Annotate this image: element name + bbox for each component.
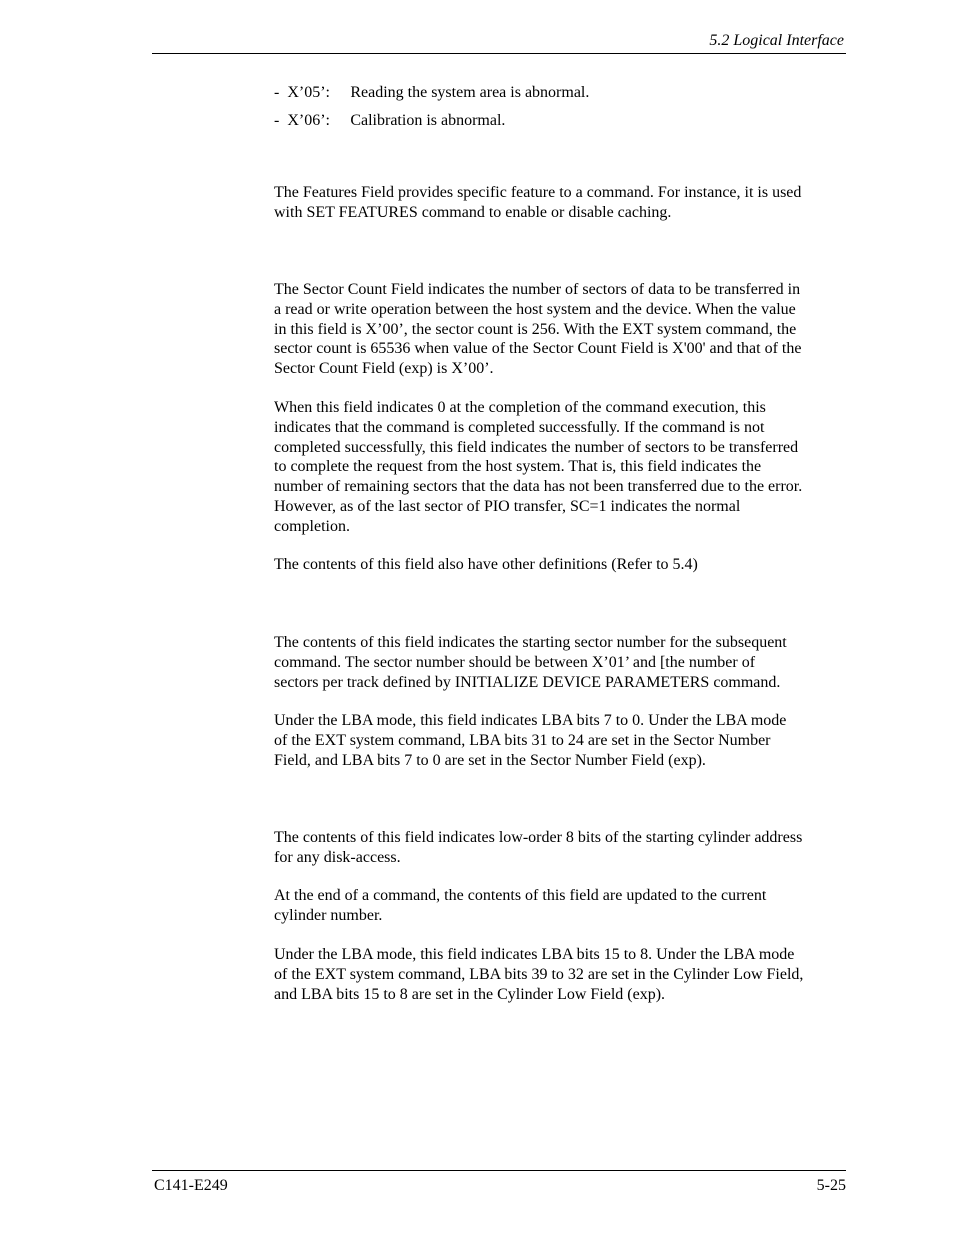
bullet-text: Reading the system area is abnormal. <box>350 84 590 101</box>
paragraph-line: The Features Field provides specific feature to a command. For instance, it is used <box>274 184 802 201</box>
paragraph-line: Field, and LBA bits 7 to 0 are set in the Sector Number Field (exp). <box>274 751 706 769</box>
paragraph-line: Under the LBA mode, this field indicates LBA bits 7 to 0. Under the LBA mode <box>274 712 787 729</box>
paragraph-cylinder-low-lba <box>274 945 846 1004</box>
paragraph-other-definitions <box>274 555 846 575</box>
paragraph-line: However, as of the last sector of PIO transfer, SC=1 indicates the normal <box>274 497 741 515</box>
paragraph-line: command. The sector number should be between X’01’ and [the number of <box>274 653 756 671</box>
paragraph-cylinder-low <box>274 828 846 868</box>
paragraph-line: and LBA bits 15 to 8 are set in the Cylinder Low Field (exp). <box>274 985 666 1003</box>
bullet-dash: - <box>274 112 280 129</box>
paragraph-line: Under the LBA mode, this field indicates LBA bits 15 to 8. Under the LBA mode <box>274 946 795 963</box>
bullet-code: X’06’: <box>287 112 330 129</box>
paragraph-line: indicates that the command is completed successfully. If the command is not <box>274 418 765 436</box>
bullet-item <box>274 111 505 131</box>
paragraph-line: The contents of this field indicates low-order 8 bits of the starting cylinder address <box>274 829 803 846</box>
paragraph-features-field <box>274 183 846 223</box>
paragraph-cylinder-update <box>274 886 846 926</box>
paragraph-sector-count-completion <box>274 398 846 537</box>
bullet-text: Calibration is abnormal. <box>350 112 506 129</box>
bullet-dash: - <box>274 84 280 101</box>
bullet-code: X’05’: <box>287 84 330 101</box>
paragraph-line: to complete the request from the host system. That is, this field indicates the <box>274 458 762 476</box>
footer-rule <box>152 1170 846 1171</box>
paragraph-line: number of remaining sectors that the data has not been transferred due to the error. <box>274 478 803 496</box>
paragraph-line: for any disk-access. <box>274 848 401 866</box>
paragraph-line: Sector Count Field (exp) is X’00’. <box>274 360 494 378</box>
paragraph-line: of the EXT system command, LBA bits 39 to 32 are set in the Cylinder Low Field, <box>274 965 804 983</box>
paragraph-line: The contents of this field indicates the starting sector number for the subsequent <box>274 634 787 651</box>
paragraph-line: cylinder number. <box>274 906 383 924</box>
page-number: 5-25 <box>816 1177 846 1194</box>
paragraph-line: sector count is 65536 when value of the Sector Count Field is X'00' and that of the <box>274 340 802 358</box>
paragraph-line: completed successfully, this field indicates the number of sectors to be transferred <box>274 438 799 456</box>
running-header: 5.2 Logical Interface <box>709 32 844 49</box>
paragraph-line: completion. <box>274 517 350 535</box>
paragraph-line: a read or write operation between the host system and the device. When the value <box>274 300 796 318</box>
paragraph-line: The Sector Count Field indicates the number of sectors of data to be transferred in <box>274 281 801 298</box>
document-id: C141-E249 <box>154 1177 228 1194</box>
paragraph-line: At the end of a command, the contents of this field are updated to the current <box>274 887 767 904</box>
paragraph-line: When this field indicates 0 at the completion of the command execution, this <box>274 399 766 416</box>
bullet-item <box>274 83 589 103</box>
paragraph-line: with SET FEATURES command to enable or disable caching. <box>274 203 672 221</box>
paragraph-sector-count <box>274 280 846 379</box>
paragraph-line: in this field is X’00’, the sector count is 256. With the EXT system command, the <box>274 320 797 338</box>
paragraph-line: of the EXT system command, LBA bits 31 to 24 are set in the Sector Number <box>274 731 771 749</box>
paragraph-sector-number-lba <box>274 711 846 770</box>
paragraph-line: The contents of this field also have other definitions (Refer to 5.4) <box>274 556 698 573</box>
paragraph-sector-number <box>274 633 846 692</box>
paragraph-line: sectors per track defined by INITIALIZE DEVICE PARAMETERS command. <box>274 673 781 691</box>
header-rule <box>152 53 846 54</box>
